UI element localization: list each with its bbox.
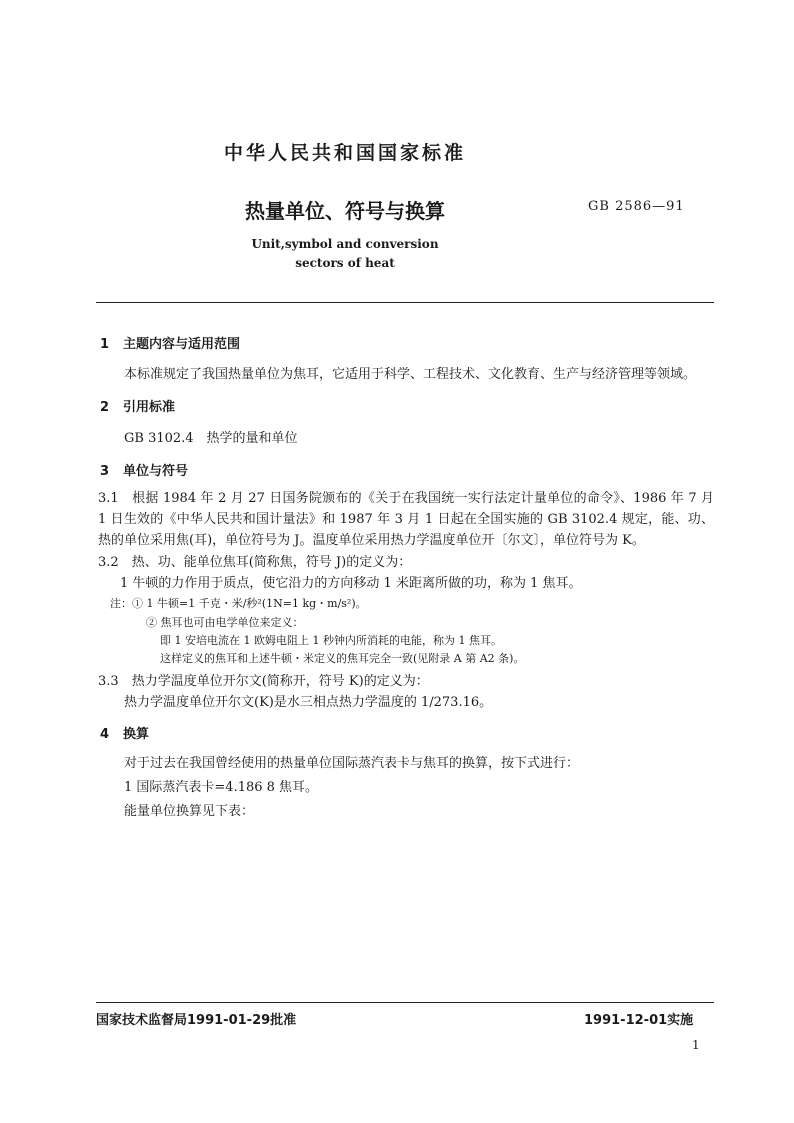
- clause-3-2-text: 热、功、能单位焦耳(简称焦，符号 J)的定义为：: [131, 555, 412, 570]
- section-1-text: 本标准规定了我国热量单位为焦耳，它适用于科学、工程技术、文化教育、生产与经济管理等领域。: [124, 367, 697, 382]
- section-2-title: 引用标准: [123, 400, 176, 415]
- clause-3-2-number: 3.2: [98, 555, 119, 570]
- clause-3-3: [98, 670, 429, 689]
- english-title: [0, 235, 690, 273]
- section-4-text-3: 能量单位换算见下表：: [124, 804, 255, 819]
- clause-3-2-definition: 1 牛顿的力作用于质点，使它沿力的方向移动 1 米距离所做的功，称为 1 焦耳。: [120, 576, 582, 591]
- section-4-heading: [100, 723, 149, 742]
- clause-3-3-number: 3.3: [98, 674, 119, 689]
- section-3-heading: [100, 460, 188, 479]
- clause-3-3-definition: 热力学温度单位开尔文(K)是水三相点热力学温度的 1/273.16。: [124, 695, 493, 710]
- section-4-number: 4: [100, 727, 110, 742]
- section-3-number: 3: [100, 464, 110, 479]
- note-2-line-a: 即 1 安培电流在 1 欧姆电阻上 1 秒钟内所消耗的电能，称为 1 焦耳。: [160, 634, 502, 647]
- national-standard-title: 中华人民共和国国家标准: [223, 142, 466, 164]
- section-4-text-1: 对于过去在我国曾经使用的热量单位国际蒸汽表卡与焦耳的换算，按下式进行：: [124, 756, 580, 771]
- section-3-title: 单位与符号: [123, 464, 189, 479]
- footer-divider: [96, 1002, 714, 1003]
- header-divider: [96, 302, 714, 303]
- section-4-title: 换算: [123, 727, 150, 742]
- section-2-number: 2: [100, 400, 110, 415]
- english-title-line-1: Unit,symbol and conversion: [251, 237, 439, 251]
- clause-3-3-text: 热力学温度单位开尔文(简称开，符号 K)的定义为：: [131, 674, 429, 689]
- section-1-title: 主题内容与适用范围: [123, 337, 241, 352]
- clause-3-1-number: 3.1: [98, 491, 119, 506]
- section-2-heading: [100, 396, 175, 415]
- note-2: ② 焦耳也可由电学单位来定义：: [146, 616, 304, 629]
- english-title-line-2: sectors of heat: [295, 256, 395, 270]
- clause-3-1: [98, 488, 714, 551]
- clause-3-1-text: 根据 1984 年 2 月 27 日国务院颁布的《关于在我国统一实行法定计量单位的命令》、1986 年 7 月 1 日生效的《中华人民共和国计量法》和 1987 年 3 月 1 日起在全国实施的 GB 3102.4 规定，能、功、热的单位采用焦(耳)，单位符号为 J。温度单位采用热力学温度单位开〔尔文〕，单位符号为 K。: [98, 491, 714, 548]
- section-1-heading: [100, 333, 240, 352]
- section-1-number: 1: [100, 337, 110, 352]
- approval-line: 国家技术监督局1991-01-29批准: [96, 1013, 297, 1028]
- note-2-line-b: 这样定义的焦耳和上述牛顿・米定义的焦耳完全一致(见附录 A 第 A2 条)。: [160, 652, 525, 665]
- section-2-text: GB 3102.4 热学的量和单位: [124, 431, 298, 446]
- implementation-date: 1991-12-01实施: [584, 1013, 694, 1028]
- document-title: 热量单位、符号与换算: [245, 199, 445, 223]
- note-1: 注：① 1 牛顿=1 千克・米/秒²(1N=1 kg・m/s²)。: [110, 597, 367, 610]
- section-4-text-2: 1 国际蒸汽表卡=4.186 8 焦耳。: [124, 780, 319, 795]
- clause-3-2: [98, 551, 411, 570]
- standard-number: GB 2586—91: [588, 199, 685, 214]
- page-number: 1: [692, 1038, 700, 1052]
